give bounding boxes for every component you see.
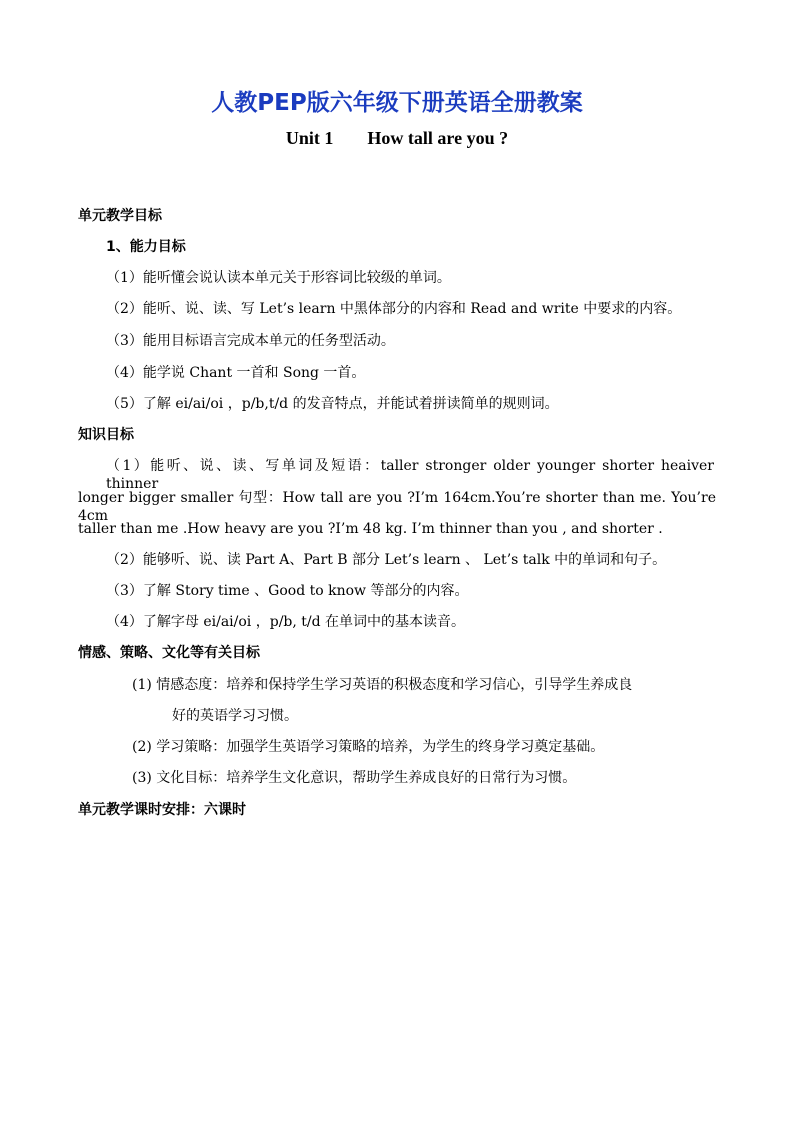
ability-item-1: （1）能听懂会说认读本单元关于形容词比较级的单词。: [106, 270, 451, 286]
knowledge-heading: 知识目标: [78, 427, 134, 443]
knowledge-item-1-line-2: longer bigger smaller 句型：How tall are you ?I’m 164cm.You’re shorter than me. You’re 4cm: [78, 490, 716, 524]
document-title: 人教PEP版六年级下册英语全册教案: [211, 90, 583, 116]
ability-item-2: （2）能听、说、读、写 Let’s learn 中黑体部分的内容和 Read and write 中要求的内容。: [106, 301, 682, 317]
unit-label: Unit 1: [285, 128, 334, 148]
emotion-item-1-line-2: 好的英语学习习惯。: [172, 708, 298, 724]
unit-name: How tall are you ?: [367, 128, 509, 148]
knowledge-item-1-line-1: （1）能听、说、读、写单词及短语：taller stronger older younger shorter heaiver thinner: [106, 458, 714, 492]
emotion-heading: 情感、策略、文化等有关目标: [78, 645, 260, 661]
section-unit-goals: 单元教学目标: [78, 208, 162, 224]
ability-item-5: （5）了解 ei/ai/oi ，p/b,t/d 的发音特点，并能试着拼读简单的规则词。: [106, 396, 559, 412]
ability-item-3: （3）能用目标语言完成本单元的任务型活动。: [106, 333, 395, 349]
knowledge-item-2: （2）能够听、说、读 Part A、Part B 部分 Let’s learn 、 Let’s talk 中的单词和句子。: [106, 552, 667, 568]
emotion-item-1-line-1: (1) 情感态度：培养和保持学生学习英语的积极态度和学习信心，引导学生养成良: [132, 677, 633, 693]
ability-item-4: （4）能学说 Chant 一首和 Song 一首。: [106, 365, 366, 381]
unit-title: [0, 128, 794, 149]
emotion-item-2: (2) 学习策略：加强学生英语学习策略的培养，为学生的终身学习奠定基础。: [132, 739, 605, 755]
knowledge-item-3: （3）了解 Story time 、Good to know 等部分的内容。: [106, 583, 469, 599]
ability-heading: 1、能力目标: [106, 239, 186, 255]
emotion-item-3: (3) 文化目标：培养学生文化意识，帮助学生养成良好的日常行为习惯。: [132, 770, 577, 786]
knowledge-item-1-line-3: taller than me .How heavy are you ?I’m 48 kg. I’m thinner than you , and shorter .: [78, 521, 663, 537]
knowledge-item-4: （4）了解字母 ei/ai/oi ，p/b, t/d 在单词中的基本读音。: [106, 614, 466, 630]
schedule-line: 单元教学课时安排：六课时: [78, 802, 246, 818]
